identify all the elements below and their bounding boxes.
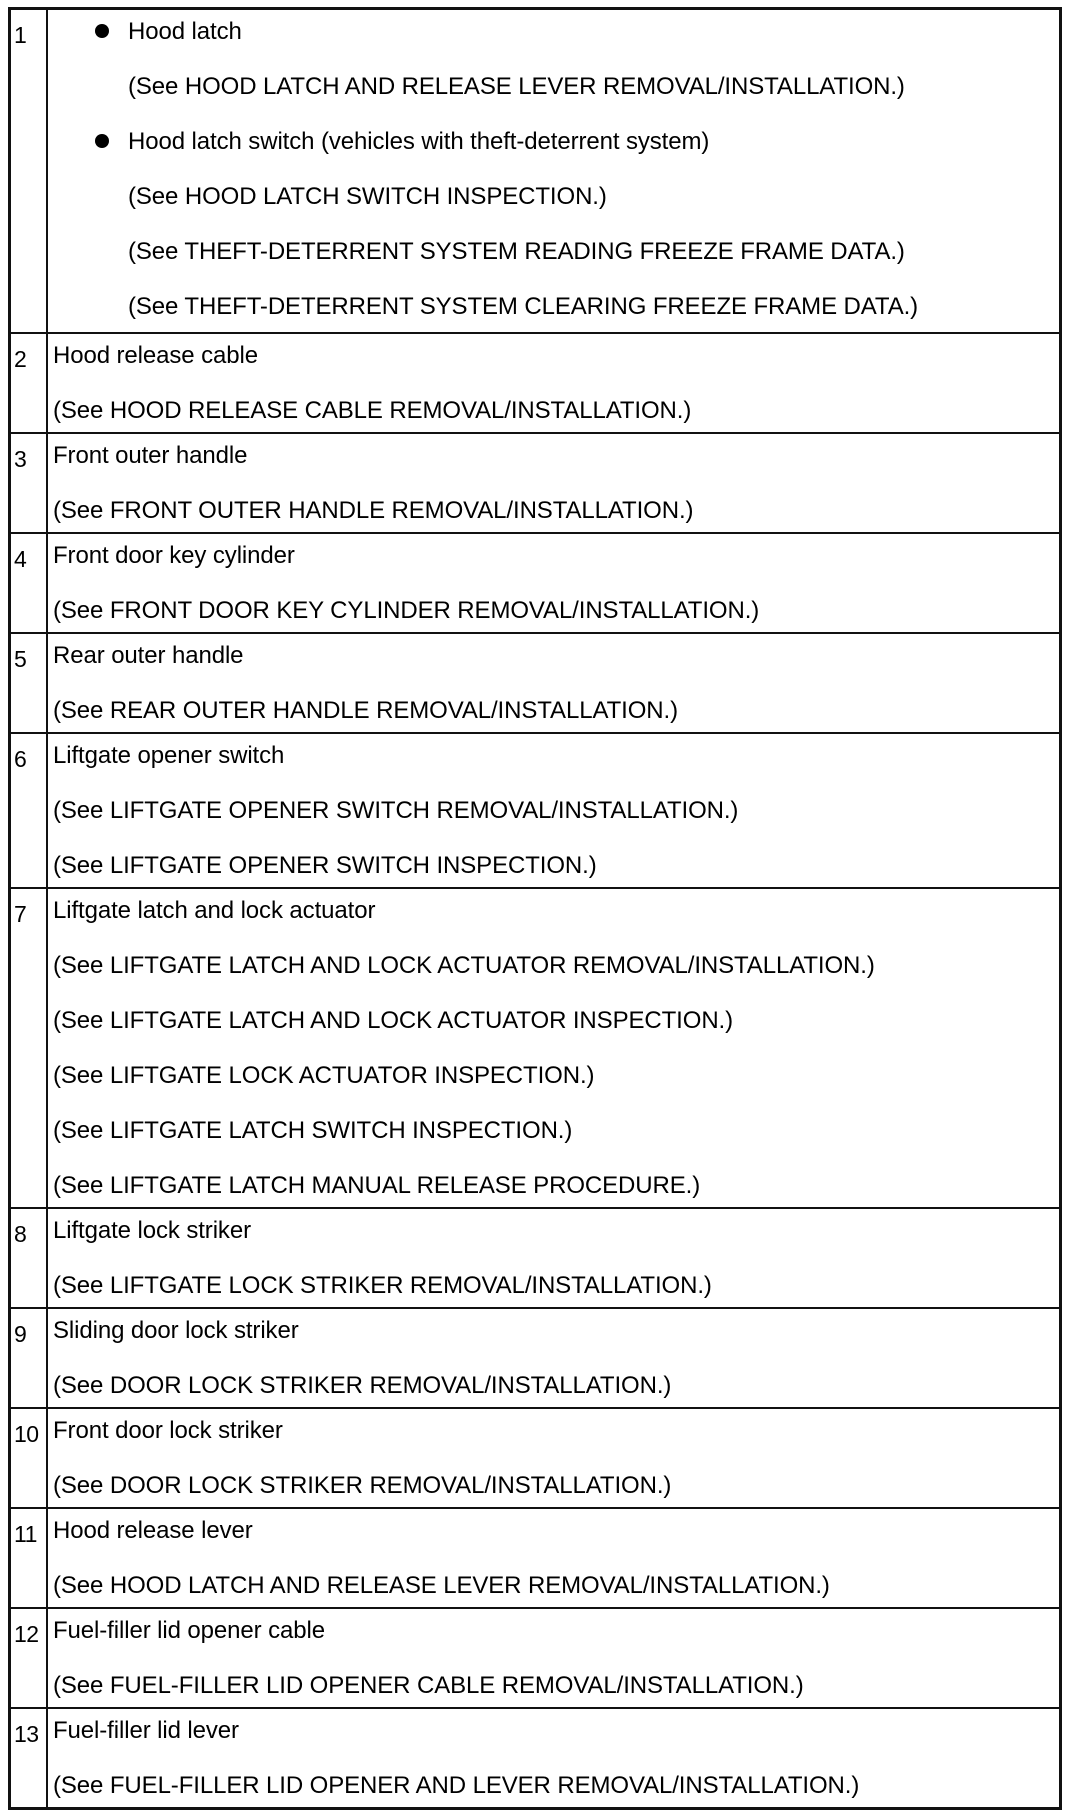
row-content bbox=[48, 1309, 1059, 1407]
row-number: 7 bbox=[11, 889, 48, 1207]
row-content bbox=[48, 1609, 1059, 1707]
row-content bbox=[48, 1509, 1059, 1607]
reference-link[interactable]: (See HOOD LATCH AND RELEASE LEVER REMOVAL/INSTALLATION.) bbox=[128, 73, 905, 100]
table-row bbox=[11, 1209, 1059, 1309]
item-name: Hood latch bbox=[128, 18, 242, 45]
row-number: 5 bbox=[11, 634, 48, 732]
row-number: 6 bbox=[11, 734, 48, 887]
reference-link[interactable]: (See HOOD LATCH AND RELEASE LEVER REMOVAL/INSTALLATION.) bbox=[53, 1572, 830, 1599]
item-name: Sliding door lock striker bbox=[53, 1317, 299, 1344]
item-name: Rear outer handle bbox=[53, 642, 244, 669]
row-content bbox=[48, 1409, 1059, 1507]
row-content bbox=[48, 1209, 1059, 1307]
table-row bbox=[11, 10, 1059, 334]
reference-link[interactable]: (See REAR OUTER HANDLE REMOVAL/INSTALLATION.) bbox=[53, 697, 678, 724]
row-content bbox=[48, 889, 1059, 1207]
row-number: 11 bbox=[11, 1509, 48, 1607]
table-row bbox=[11, 734, 1059, 889]
bullet-icon bbox=[95, 24, 109, 38]
table-row bbox=[11, 1409, 1059, 1509]
table-row bbox=[11, 534, 1059, 634]
table-row bbox=[11, 434, 1059, 534]
item-name: Front door key cylinder bbox=[53, 542, 295, 569]
table-row bbox=[11, 1609, 1059, 1709]
reference-link[interactable]: (See LIFTGATE LOCK ACTUATOR INSPECTION.) bbox=[53, 1062, 595, 1089]
row-number: 2 bbox=[11, 334, 48, 432]
reference-link[interactable]: (See FRONT OUTER HANDLE REMOVAL/INSTALLATION.) bbox=[53, 497, 694, 524]
reference-link[interactable]: (See LIFTGATE LOCK STRIKER REMOVAL/INSTALLATION.) bbox=[53, 1272, 712, 1299]
reference-link[interactable]: (See LIFTGATE OPENER SWITCH INSPECTION.) bbox=[53, 852, 597, 879]
parts-reference-table bbox=[8, 7, 1062, 1810]
item-name: Liftgate latch and lock actuator bbox=[53, 897, 376, 924]
item-name: Liftgate opener switch bbox=[53, 742, 285, 769]
table-row bbox=[11, 889, 1059, 1209]
item-name: Hood latch switch (vehicles with theft-deterrent system) bbox=[128, 128, 710, 155]
row-content bbox=[48, 10, 1059, 332]
table-row bbox=[11, 634, 1059, 734]
item-name: Hood release cable bbox=[53, 342, 259, 369]
reference-link[interactable]: (See THEFT-DETERRENT SYSTEM CLEARING FREEZE FRAME DATA.) bbox=[128, 293, 919, 320]
table-row bbox=[11, 1509, 1059, 1609]
reference-link[interactable]: (See LIFTGATE OPENER SWITCH REMOVAL/INSTALLATION.) bbox=[53, 797, 739, 824]
item-name: Front door lock striker bbox=[53, 1417, 283, 1444]
reference-link[interactable]: (See DOOR LOCK STRIKER REMOVAL/INSTALLATION.) bbox=[53, 1372, 672, 1399]
item-name: Fuel-filler lid lever bbox=[53, 1717, 239, 1744]
row-content bbox=[48, 534, 1059, 632]
table-row bbox=[11, 1709, 1059, 1807]
row-content bbox=[48, 334, 1059, 432]
reference-link[interactable]: (See LIFTGATE LATCH SWITCH INSPECTION.) bbox=[53, 1117, 573, 1144]
reference-link[interactable]: (See HOOD RELEASE CABLE REMOVAL/INSTALLATION.) bbox=[53, 397, 692, 424]
row-content bbox=[48, 434, 1059, 532]
reference-link[interactable]: (See DOOR LOCK STRIKER REMOVAL/INSTALLATION.) bbox=[53, 1472, 672, 1499]
row-number: 12 bbox=[11, 1609, 48, 1707]
row-content bbox=[48, 1709, 1059, 1807]
reference-link[interactable]: (See FUEL-FILLER LID OPENER CABLE REMOVAL/INSTALLATION.) bbox=[53, 1672, 804, 1699]
row-number: 9 bbox=[11, 1309, 48, 1407]
row-number: 3 bbox=[11, 434, 48, 532]
item-name: Front outer handle bbox=[53, 442, 248, 469]
row-number: 1 bbox=[11, 10, 48, 332]
row-content bbox=[48, 734, 1059, 887]
row-number: 8 bbox=[11, 1209, 48, 1307]
reference-link[interactable]: (See FRONT DOOR KEY CYLINDER REMOVAL/INSTALLATION.) bbox=[53, 597, 760, 624]
row-number: 10 bbox=[11, 1409, 48, 1507]
bullet-item bbox=[53, 125, 1059, 180]
reference-link[interactable]: (See LIFTGATE LATCH AND LOCK ACTUATOR INSPECTION.) bbox=[53, 1007, 734, 1034]
reference-link[interactable]: (See LIFTGATE LATCH MANUAL RELEASE PROCEDURE.) bbox=[53, 1172, 701, 1199]
table-row bbox=[11, 1309, 1059, 1409]
item-name: Liftgate lock striker bbox=[53, 1217, 251, 1244]
bullet-icon bbox=[95, 134, 109, 148]
item-name: Hood release lever bbox=[53, 1517, 253, 1544]
row-content bbox=[48, 634, 1059, 732]
row-number: 4 bbox=[11, 534, 48, 632]
bullet-item bbox=[53, 15, 1059, 70]
reference-link[interactable]: (See LIFTGATE LATCH AND LOCK ACTUATOR REMOVAL/INSTALLATION.) bbox=[53, 952, 875, 979]
reference-link[interactable]: (See HOOD LATCH SWITCH INSPECTION.) bbox=[128, 183, 607, 210]
table-row bbox=[11, 334, 1059, 434]
row-number: 13 bbox=[11, 1709, 48, 1807]
reference-link[interactable]: (See THEFT-DETERRENT SYSTEM READING FREEZE FRAME DATA.) bbox=[128, 238, 905, 265]
reference-link[interactable]: (See FUEL-FILLER LID OPENER AND LEVER REMOVAL/INSTALLATION.) bbox=[53, 1772, 860, 1799]
item-name: Fuel-filler lid opener cable bbox=[53, 1617, 326, 1644]
